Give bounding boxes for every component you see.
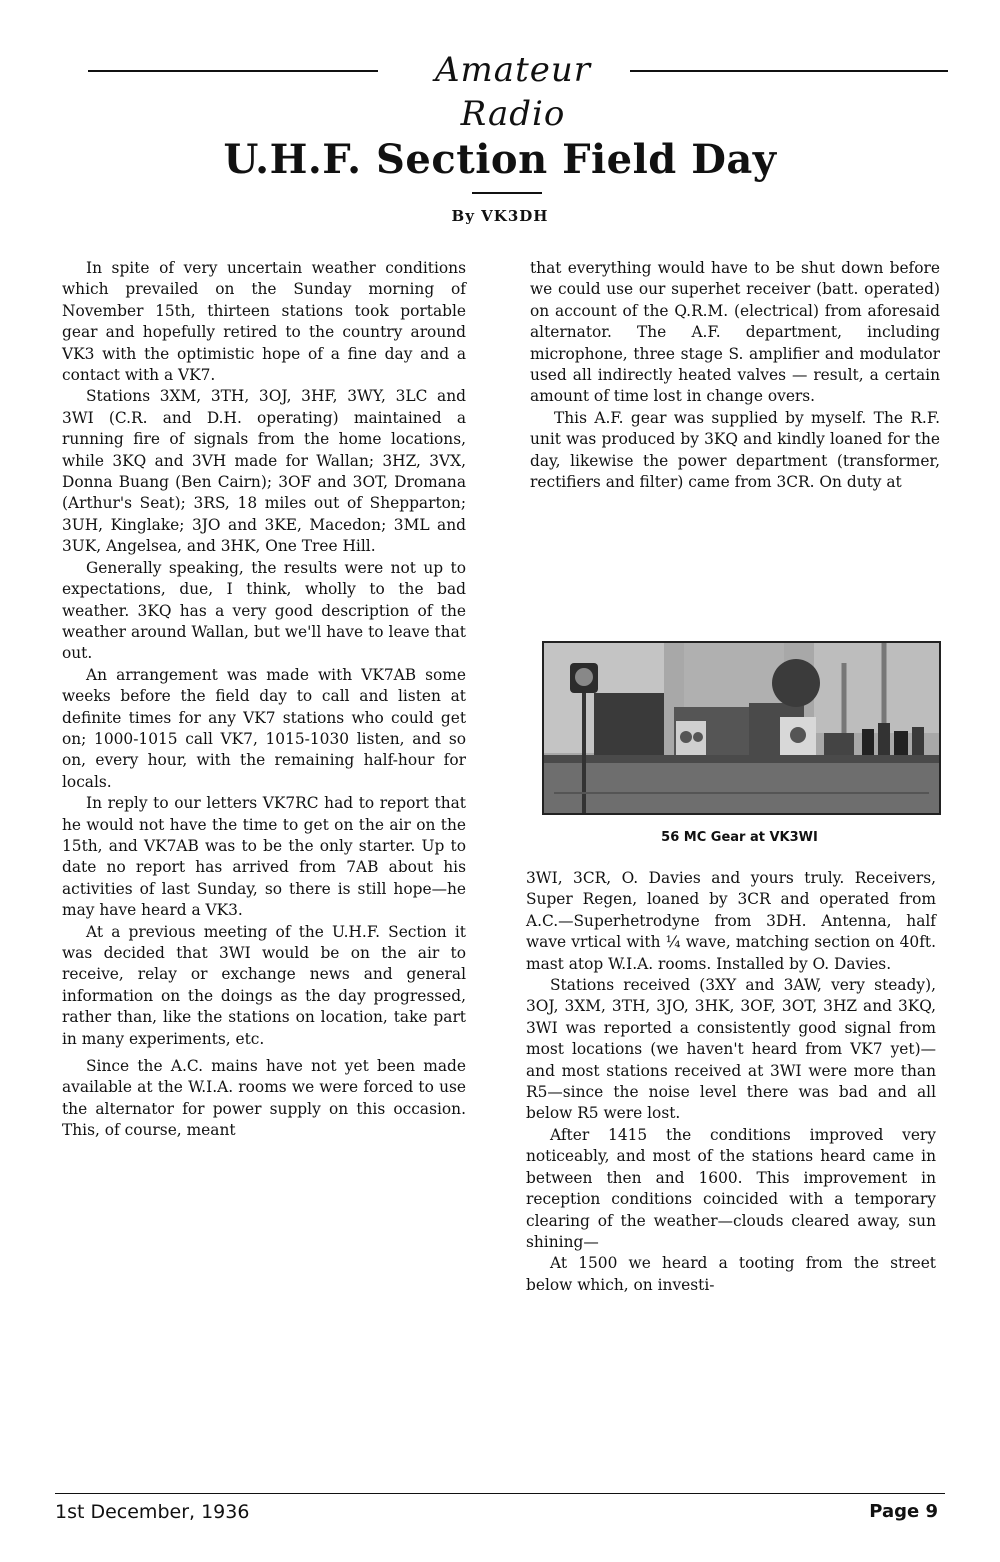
paragraph: An arrangement was made with VK7AB some weeks before the field day to call and listen at definite times for any VK7 stations who could get on; 1000-1015 call VK7, 1015-1030 listen, and so on, every hour, with the remaining half-hour for locals. — [62, 665, 466, 791]
paragraph: At a previous meeting of the U.H.F. Section it was decided that 3WI would be on the air to receive, relay or exchange news and general information on the doings as the day progressed, rather than, like the stations on location, take part in many experiments, etc. — [62, 922, 466, 1048]
paragraph: In spite of very uncertain weather conditions which prevailed on the Sunday morning of November 15th, thirteen stations took portable gear and hopefully retired to the country around VK3 with the optimistic hope of a fine day and a contact with a VK7. — [62, 259, 466, 385]
issue-date: 1st December, 1936 — [55, 1501, 250, 1523]
byline: By VK3DH — [451, 207, 549, 225]
paragraph: Generally speaking, the results were not up to expectations, due, I think, wholly to the bad weather. 3KQ has a very good description of the weather around Wallan, but we'll have to leave that out. — [62, 558, 466, 663]
equipment-photo — [542, 641, 941, 815]
masthead — [88, 48, 948, 134]
article-title: U.H.F. Section Field Day — [223, 136, 777, 183]
paragraph: Stations received (3XY and 3AW, very steady), 3OJ, 3XM, 3TH, 3JO, 3HK, 3OF, 3OT, 3HZ and 3KQ, 3WI was reported a consistently good signal from most locations (we haven't heard from VK7 yet)—and most stations received at 3WI were more than R5—since the noise level there was bad and all below R5 were lost. — [526, 976, 936, 1123]
article-column-right-top — [530, 258, 940, 493]
photo-caption: 56 MC Gear at VK3WI — [661, 830, 818, 845]
masthead-rule-left — [88, 70, 378, 72]
paragraph: that everything would have to be shut down before we could use our superhet receiver (batt. operated) on account of the Q.R.M. (electrical) from aforesaid alternator. The A.F. department, including microphone, three stage S. amplifier and modulator used all indirectly heated valves — result, a certain amount of time lost in change overs. — [530, 259, 940, 406]
article-column-left — [62, 258, 466, 1142]
page-number: Page 9 — [869, 1501, 938, 1522]
paragraph: Stations 3XM, 3TH, 3OJ, 3HF, 3WY, 3LC and 3WI (C.R. and D.H. operating) maintained a running fire of signals from the home locations, while 3KQ and 3VH made for Wallan; 3HZ, 3VX, Donna Buang (Ben Cairn); 3OF and 3OT, Dromana (Arthur's Seat); 3RS, 18 miles out of Shepparton; 3UH, Kinglake; 3JO and 3KE, Macedon; 3ML and 3UK, Angelsea, and 3HK, One Tree Hill. — [62, 387, 466, 556]
masthead-rule-right — [630, 70, 948, 72]
footer-rule — [55, 1493, 945, 1494]
paragraph: At 1500 we heard a tooting from the street below which, on investi- — [526, 1254, 936, 1294]
article-column-right-bottom — [526, 868, 936, 1296]
paragraph: This A.F. gear was supplied by myself. The R.F. unit was produced by 3KQ and kindly loaned for the day, likewise the power department (transformer, rectifiers and filter) came from 3CR. On duty at — [530, 408, 940, 492]
paragraph: After 1415 the conditions improved very noticeably, and most of the stations heard came in between then and 1600. This improvement in reception conditions coincided with a temporary clearing of the weather—clouds cleared away, sun shining— — [526, 1125, 936, 1251]
masthead-title: Amateur Radio — [435, 50, 591, 134]
paragraph: 3WI, 3CR, O. Davies and yours truly. Receivers, Super Regen, loaned by 3CR and operated from A.C.—Superhetrodyne from 3DH. Antenna, half wave vrtical with ¼ wave, matching section on 40ft. mast atop W.I.A. rooms. Installed by O. Davies. — [526, 869, 936, 973]
paragraph: In reply to our letters VK7RC had to report that he would not have the time to get on the air on the 15th, and VK7AB was to be the only starter. Up to date no report has arrived from 7AB about his activities of last Sunday, so there is still hope—he may have heard a VK3. — [62, 794, 466, 920]
title-divider — [472, 192, 542, 194]
paragraph: Since the A.C. mains have not yet been made available at the W.I.A. rooms we were forced to use the alternator for power supply on this occasion. This, of course, meant — [62, 1057, 466, 1140]
